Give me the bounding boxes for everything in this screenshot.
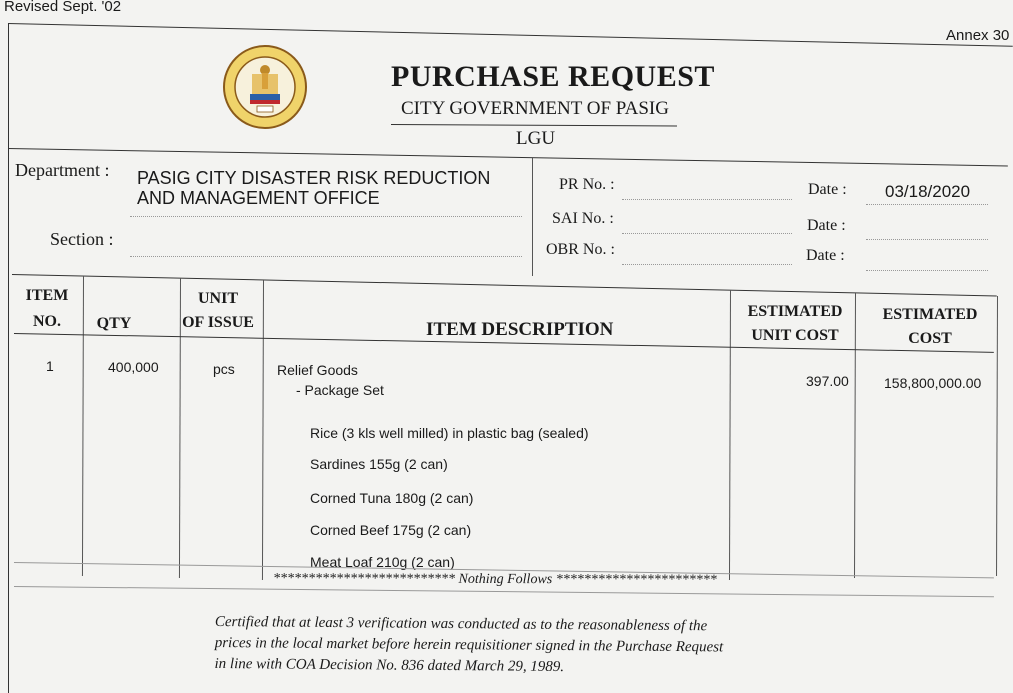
- form-left-border: [8, 23, 9, 693]
- row-unit-cost: 397.00: [806, 373, 849, 389]
- revised-note: Revised Sept. '02: [4, 0, 122, 15]
- header-unit-of-issue: [178, 287, 258, 335]
- certification-block: [214, 612, 723, 679]
- header-unit-cost-line1: ESTIMATED: [747, 303, 843, 320]
- info-divider-bottom: [12, 274, 997, 296]
- department-label: Department :: [15, 160, 110, 180]
- certification-line-3: in line with COA Decision No. 836 dated March 29, 1989.: [214, 655, 565, 676]
- col-line-5: [854, 293, 856, 578]
- pr-date-field[interactable]: [866, 204, 988, 205]
- content-meat-loaf: Meat Loaf 210g (2 can): [310, 554, 455, 570]
- sai-date-label: Date :: [807, 217, 846, 234]
- row-unit: pcs: [213, 361, 235, 377]
- pr-date-label: Date :: [808, 181, 847, 198]
- header-item-line1: ITEM: [25, 287, 69, 304]
- header-unit-line2: OF ISSUE: [182, 314, 254, 331]
- header-cost-line2: COST: [908, 330, 952, 347]
- header-qty: QTY: [96, 315, 132, 332]
- col-line-6: [996, 296, 998, 576]
- content-rice: Rice (3 kls well milled) in plastic bag (sealed): [310, 425, 589, 441]
- form-top-border: [8, 23, 1013, 47]
- content-sardines: Sardines 155g (2 can): [310, 456, 448, 472]
- lgu-label: LGU: [516, 128, 556, 149]
- row-qty: 400,000: [108, 359, 159, 375]
- department-line1: PASIG CITY DISASTER RISK REDUCTION: [137, 168, 491, 188]
- header-unit-cost-line2: UNIT COST: [751, 327, 839, 344]
- section-label: Section :: [50, 229, 114, 249]
- header-divider: [8, 148, 1008, 166]
- content-corned-beef: Corned Beef 175g (2 can): [310, 522, 472, 538]
- col-line-1: [82, 276, 84, 576]
- obr-no-label: OBR No. :: [546, 241, 615, 258]
- header-cost: [870, 303, 990, 351]
- header-unit-cost: [736, 300, 854, 348]
- header-unit-line1: UNIT: [197, 290, 238, 307]
- certification-line-1: Certified that at least 3 verification was conducted as to the reasonableness of the: [214, 613, 708, 635]
- government-name: CITY GOVERNMENT OF PASIG: [401, 98, 669, 119]
- obr-date-label: Date :: [806, 247, 845, 264]
- annex-label: Annex 30: [946, 27, 1010, 44]
- city-seal: [222, 44, 308, 130]
- row-item-no: 1: [46, 358, 54, 374]
- department-line2: AND MANAGEMENT OFFICE: [137, 188, 380, 208]
- pr-no-field[interactable]: [622, 199, 792, 200]
- department-field-line: [130, 216, 522, 217]
- content-corned-tuna: Corned Tuna 180g (2 can): [310, 490, 474, 506]
- section-field-line: [130, 256, 522, 257]
- col-line-3: [262, 280, 264, 580]
- row-cost: 158,800,000.00: [884, 375, 982, 391]
- certification-line-2: prices in the local market before herein requisitioner signed in the Purchase Request: [214, 634, 724, 656]
- nothing-follows: ************************** Nothing Follows ***********************: [272, 571, 717, 588]
- pr-date-value: 03/18/2020: [885, 182, 971, 201]
- sai-no-field[interactable]: [622, 233, 792, 234]
- government-underline: [391, 124, 677, 126]
- row-sub-description: - Package Set: [296, 382, 384, 398]
- header-item-line2: NO.: [33, 313, 61, 330]
- form-title: PURCHASE REQUEST: [391, 60, 715, 93]
- obr-no-field[interactable]: [622, 264, 792, 265]
- header-item-description: ITEM DESCRIPTION: [426, 319, 614, 340]
- row-description: Relief Goods: [277, 362, 358, 378]
- sai-no-label: SAI No. :: [552, 210, 614, 227]
- obr-date-field[interactable]: [866, 270, 988, 271]
- sai-date-field[interactable]: [866, 239, 988, 240]
- pr-no-label: PR No. :: [559, 176, 615, 193]
- header-cost-line1: ESTIMATED: [882, 306, 978, 323]
- info-divider: [532, 158, 533, 276]
- col-line-4: [729, 290, 731, 580]
- header-item-no: [16, 284, 78, 334]
